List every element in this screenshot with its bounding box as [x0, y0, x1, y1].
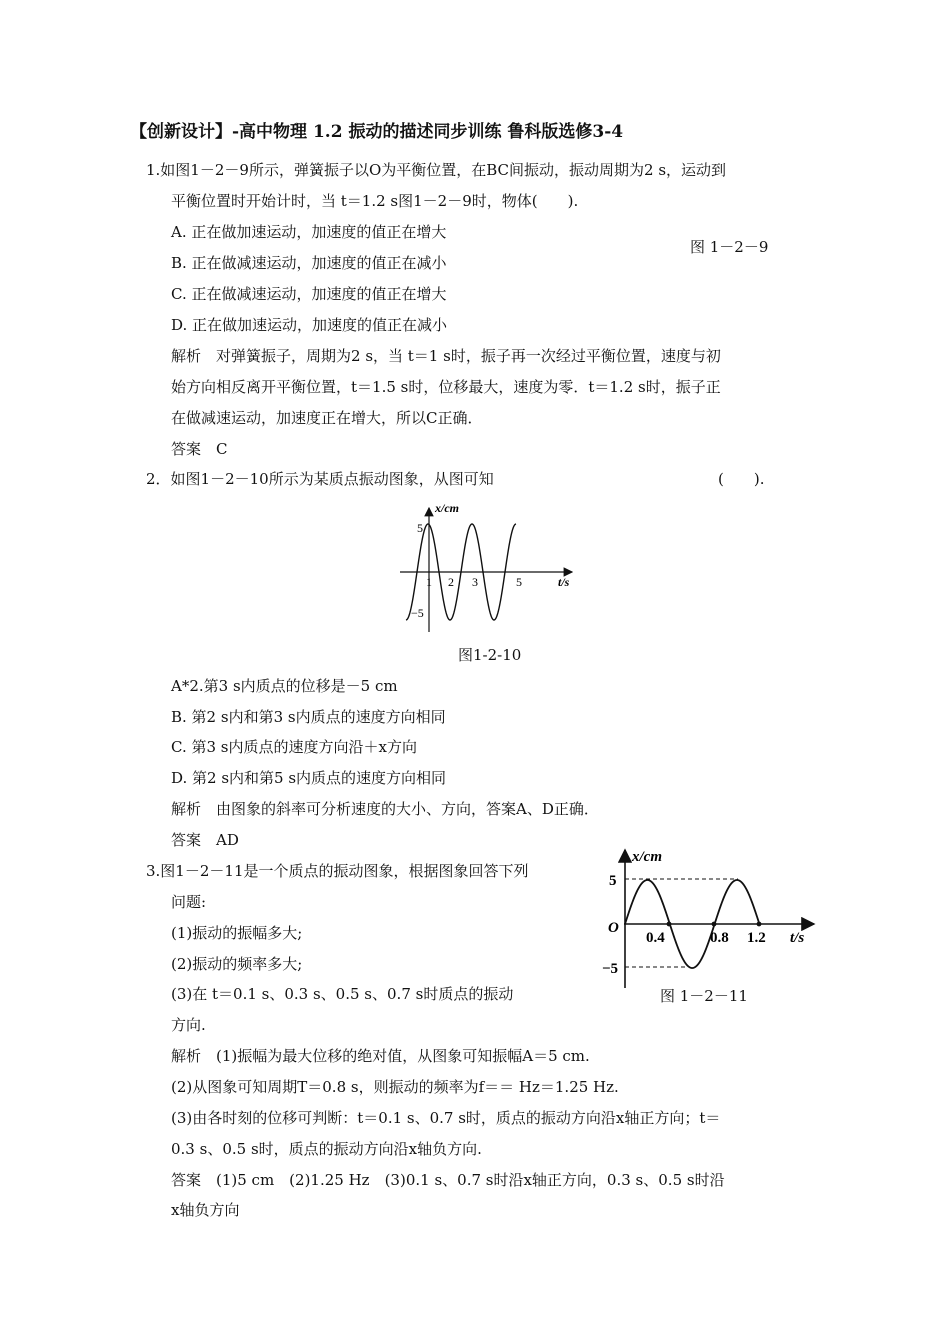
q3-vibration-graph	[600, 842, 822, 990]
q1-analysis-line-3: 在做减速运动，加速度正在增大，所以C正确．	[171, 409, 483, 427]
q2-answer: 答案 AD	[171, 831, 239, 849]
q1-answer: 答案 C	[171, 440, 228, 458]
q2-analysis: 解析 由图象的斜率可分析速度的大小、方向，答案A、D正确．	[171, 800, 599, 818]
q2-x-axis-label: t/s	[558, 575, 570, 589]
q2-vibration-graph	[392, 496, 592, 636]
q3-stem-line-2: 问题:	[171, 893, 207, 911]
q3-analysis-line-4: 0.3 s、0.5 s时，质点的振动方向沿x轴负方向.	[171, 1140, 482, 1158]
q3-stem-line-6: 方向.	[171, 1016, 206, 1034]
q1-analysis-line-2: 始方向相反离开平衡位置，t＝1.5 s时，位移最大，速度为零．t＝1.2 s时，振子正	[171, 378, 721, 396]
q2-y-tick-neg5: −5	[411, 606, 424, 620]
q2-option-b: B. 第2 s内和第3 s内质点的速度方向相同	[171, 708, 446, 726]
q3-point-1-2	[757, 922, 762, 927]
q2-y-axis-label: x/cm	[435, 501, 459, 515]
q3-x-axis-label: t/s	[790, 930, 805, 946]
q3-x-tick-0-8: 0.8	[710, 930, 729, 946]
q3-stem-line-3: (1)振动的振幅多大;	[171, 924, 303, 942]
q3-y-tick-neg5: −5	[602, 961, 619, 977]
q3-x-tick-0-4: 0.4	[646, 930, 665, 946]
q2-stem: 2．如图1－2－10所示为某质点振动图象，从图可知	[146, 470, 494, 488]
q1-option-c: C. 正在做减速运动，加速度的值正在增大	[171, 285, 447, 303]
q3-point-0-8	[712, 922, 717, 927]
q2-answer-paren: ( ).	[718, 470, 765, 488]
q3-figure-caption: 图 1－2－11	[660, 987, 748, 1005]
q3-y-axis-label: x/cm	[632, 849, 662, 865]
q2-x-tick-3: 3	[472, 575, 478, 589]
q2-y-tick-5: 5	[417, 521, 423, 535]
q3-answer-line-1: 答案 (1)5 cm (2)1.25 Hz (3)0.1 s、0.7 s时沿x轴正方向，0.3 s、0.5 s时沿	[171, 1171, 725, 1189]
q3-point-0-4	[667, 922, 672, 927]
q1-figure-label: 图 1－2－9	[690, 238, 769, 256]
page-title: 【创新设计】-高中物理 1.2 振动的描述同步训练 鲁科版选修3-4	[130, 122, 624, 142]
q2-option-c: C. 第3 s内质点的速度方向沿＋x方向	[171, 738, 417, 756]
q3-analysis-line-1: 解析 (1)振幅为最大位移的绝对值，从图象可知振幅A＝5 cm.	[171, 1047, 590, 1065]
q2-x-tick-1: 1	[426, 575, 432, 589]
q2-option-a: A*2.第3 s内质点的位移是－5 cm	[171, 677, 398, 695]
q2-option-d: D. 第2 s内和第5 s内质点的速度方向相同	[171, 769, 447, 787]
q3-stem-line-4: (2)振动的频率多大;	[171, 955, 303, 973]
q1-option-b: B. 正在做减速运动，加速度的值正在减小	[171, 254, 447, 272]
q3-x-tick-1-2: 1.2	[747, 930, 766, 946]
q3-answer-line-2: x轴负方向	[171, 1201, 240, 1219]
q2-x-tick-2: 2	[448, 575, 454, 589]
q3-stem-line-1: 3.图1－2－11是一个质点的振动图象，根据图象回答下列	[146, 862, 529, 880]
q2-x-tick-5: 5	[516, 575, 522, 589]
q2-figure-caption: 图1-2-10	[458, 646, 522, 664]
q3-analysis-line-2: (2)从图象可知周期T＝0.8 s，则振动的频率为f＝＝ Hz＝1.25 Hz.	[171, 1078, 619, 1096]
q1-line-1: 1.如图1－2－9所示，弹簧振子以O为平衡位置，在BC间振动，振动周期为2 s，运动到	[146, 161, 727, 179]
q1-analysis-line-1: 解析 对弹簧振子，周期为2 s，当 t＝1 s时，振子再一次经过平衡位置，速度与初	[171, 347, 721, 365]
q3-stem-line-5: (3)在 t＝0.1 s、0.3 s、0.5 s、0.7 s时质点的振动	[171, 985, 514, 1003]
q1-option-a: A. 正在做加速运动，加速度的值正在增大	[171, 223, 447, 241]
q1-option-d: D. 正在做加速运动，加速度的值正在减小	[171, 316, 448, 334]
q3-y-tick-5: 5	[609, 873, 617, 889]
q3-origin-label: O	[608, 920, 619, 936]
q1-line-2: 平衡位置时开始计时，当 t＝1.2 s图1－2－9时，物体( ).	[171, 192, 579, 210]
q3-analysis-line-3: (3)由各时刻的位移可判断：t＝0.1 s、0.7 s时，质点的振动方向沿x轴正方向；t＝	[171, 1109, 721, 1127]
